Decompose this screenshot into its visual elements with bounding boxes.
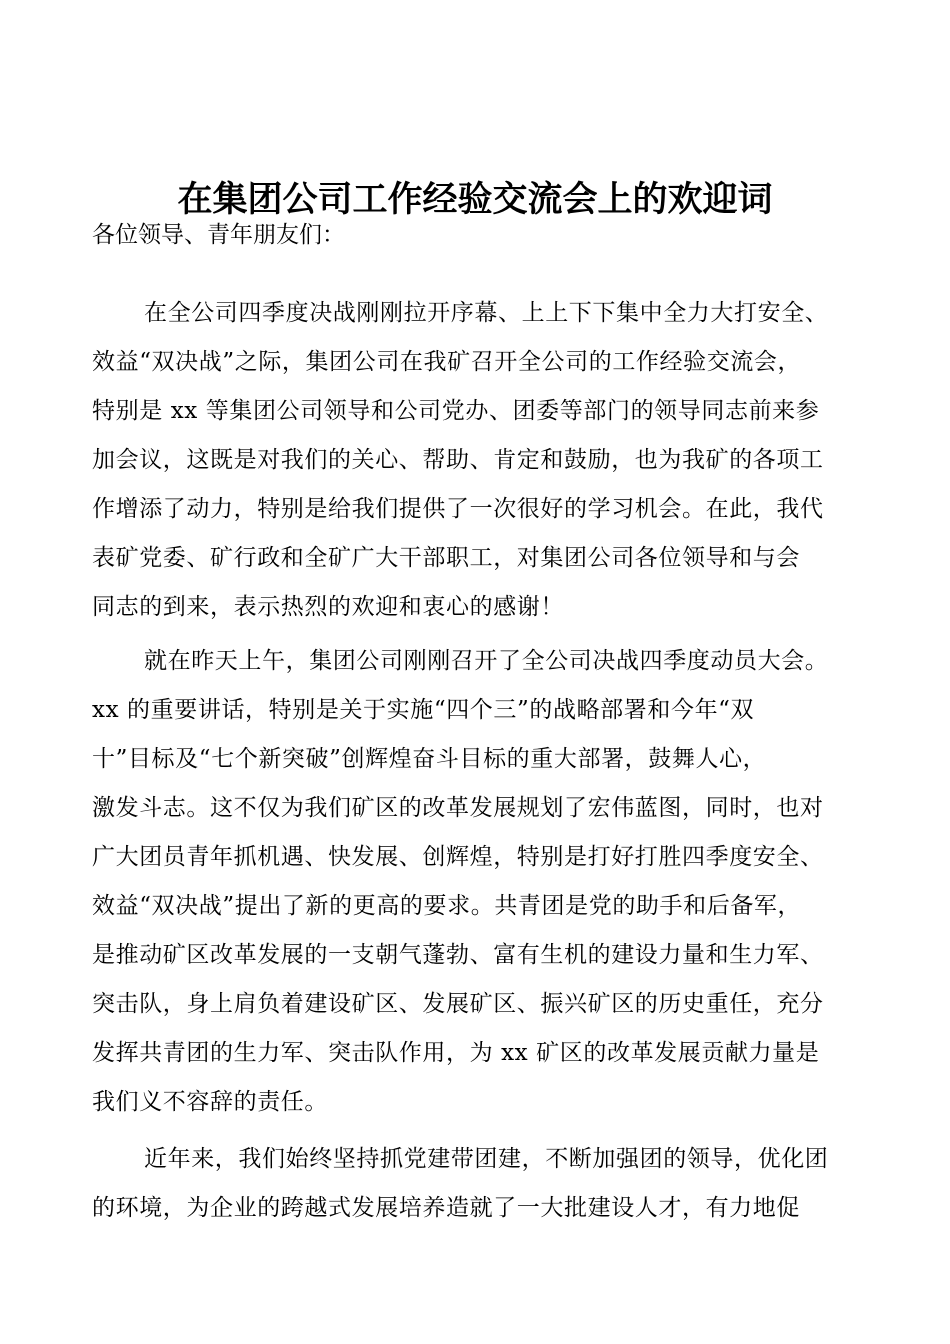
paragraph-line: 效益“双决战”之际，集团公司在我矿召开全公司的工作经验交流会， (92, 349, 802, 375)
paragraph-line: 加会议，这既是对我们的关心、帮助、肯定和鼓励，也为我矿的各项工 (92, 447, 824, 473)
paragraph-line: 同志的到来，表示热烈的欢迎和衷心的感谢！ (92, 594, 564, 620)
paragraph-line: 突击队，身上肩负着建设矿区、发展矿区、振兴矿区的历史重任，充分 (92, 991, 824, 1017)
paragraph-line: 广大团员青年抓机遇、快发展、创辉煌，特别是打好打胜四季度安全、 (92, 844, 824, 870)
paragraph-line: 表矿党委、矿行政和全矿广大干部职工，对集团公司各位领导和与会 (92, 545, 800, 571)
paragraph-line: 在全公司四季度决战刚刚拉开序幕、上上下下集中全力大打安全、 (144, 300, 829, 326)
paragraph-line: 特别是 xx 等集团公司领导和公司党办、团委等部门的领导同志前来参 (92, 398, 820, 424)
paragraph-line: 激发斗志。这不仅为我们矿区的改革发展规划了宏伟蓝图，同时，也对 (92, 795, 824, 821)
paragraph-line: 作增添了动力，特别是给我们提供了一次很好的学习机会。在此，我代 (92, 496, 824, 522)
paragraph-line: xx 的重要讲话，特别是关于实施“四个三”的战略部署和今年“双 (92, 697, 755, 723)
paragraph-line: 我们义不容辞的责任。 (92, 1089, 328, 1115)
paragraph-line: 的环境，为企业的跨越式发展培养造就了一大批建设人才，有力地促 (92, 1195, 800, 1221)
paragraph-line: 近年来，我们始终坚持抓党建带团建，不断加强团的领导，优化团 (144, 1146, 829, 1172)
paragraph-line: 就在昨天上午，集团公司刚刚召开了全公司决战四季度动员大会。 (144, 648, 829, 674)
document-title: 在集团公司工作经验交流会上的欢迎词 (177, 180, 773, 220)
paragraph-line: 十”目标及“七个新突破”创辉煌奋斗目标的重大部署，鼓舞人心， (92, 746, 767, 772)
paragraph-line: 效益“双决战”提出了新的更高的要求。共青团是党的助手和后备军， (92, 893, 802, 919)
salutation: 各位领导、青年朋友们： (92, 222, 345, 248)
paragraph-line: 是推动矿区改革发展的一支朝气蓬勃、富有生机的建设力量和生力军、 (92, 942, 824, 968)
paragraph-line: 发挥共青团的生力军、突击队作用，为 xx 矿区的改革发展贡献力量是 (92, 1040, 820, 1066)
